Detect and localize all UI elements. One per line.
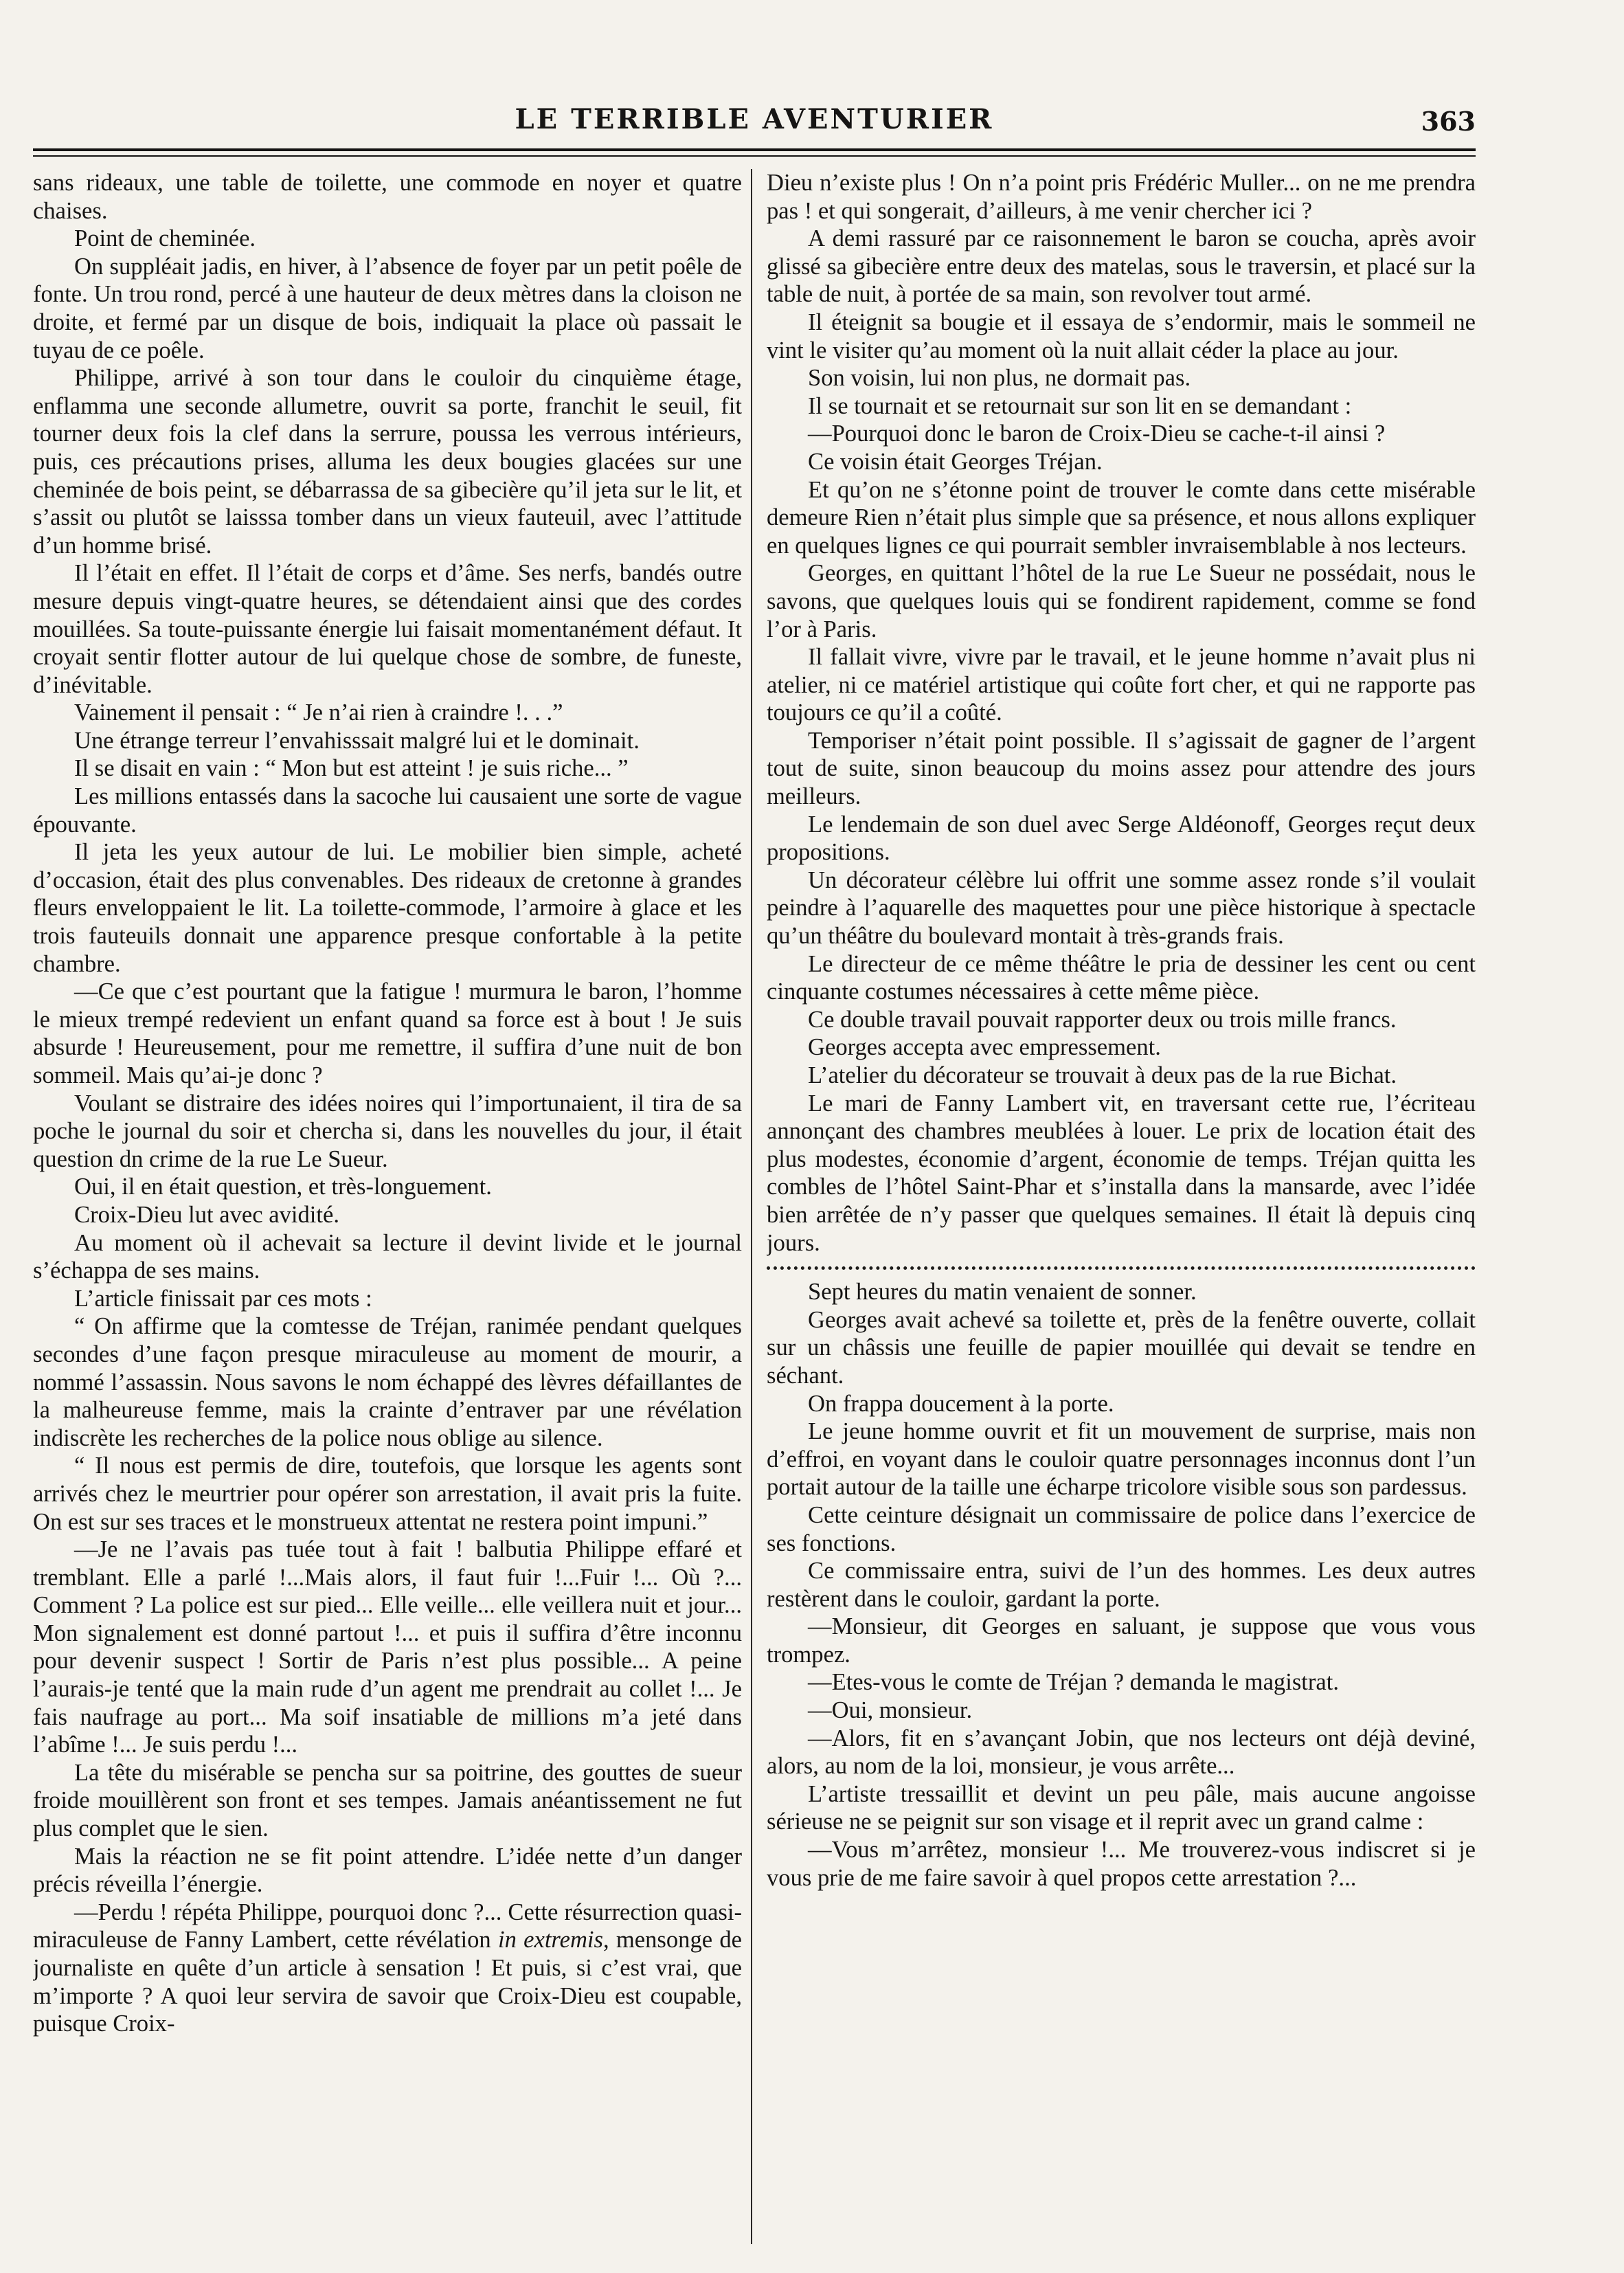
paragraph: Il jeta les yeux autour de lui. Le mobilier bien simple, acheté d’occasion, était des plus convenables. Des rideaux de cretonne à grandes fleurs enveloppaient le lit. La toilette-commode, l’armoire à glace et les trois fauteuils donnait une apparence presque confortable à la petite chambre.	[33, 839, 742, 977]
quoted-paragraph: “ On affirme que la comtesse de Tréjan, ranimée pendant quelques secondes d’une façon presque miraculeuse au moment de mourir, a nommé l’assassin. Nous savons le nom échappé des lèvres défaillantes de la malheureuse femme, mais la crainte d’entraver par une révélation indiscrète les recherches de la police nous oblige au silence.	[33, 1313, 742, 1451]
paragraph: Une étrange terreur l’envahisssait malgré lui et le dominait.	[74, 727, 640, 754]
paragraph-text: , mensonge de journaliste en quête d’un article à sensation ! Et puis, si c’est vrai, que m’importe ? A quoi leur servira de savoir que Croix-Dieu est coupable, puisque Croix-	[33, 1927, 742, 2037]
paragraph: Voulant se distraire des idées noires qui l’importunaient, il tira de sa poche le journal du soir et chercha si, dans les nouvelles du jour, il était question dn crime de la rue Le Sueur.	[33, 1090, 742, 1172]
paragraph: —Ce que c’est pourtant que la fatigue ! murmura le baron, l’homme le mieux trempé redevient un enfant quand sa force est à bout ! Je suis absurde ! Heureusement, pour me remettre, il suffira d’une nuit de bon sommeil. Mais qu’ai-je donc ?	[33, 978, 742, 1088]
paragraph: sans rideaux, une table de toilette, une commode en noyer et quatre chaises.	[33, 170, 742, 224]
paragraph: Le mari de Fanny Lambert vit, en traversant cette rue, l’écriteau annonçant des chambres meublées à louer. Le prix de location était des plus modestes, économie d’argent, économie de temps. Tréjan quitta les combles de l’hôtel Saint-Phar et s’installa dans la mansarde, avec l’idée bien arrêtée de n’y passer que quelques semaines. Il était là depuis cinq jours.	[767, 1090, 1476, 1256]
paragraph: L’artiste tressaillit et devint un peu pâle, mais aucune angoisse sérieuse ne se peignit sur son visage et il reprit avec un grand calme :	[767, 1780, 1476, 1835]
paragraph: Dieu n’existe plus ! On n’a point pris Frédéric Muller... on ne me prendra pas ! et qui songerait, d’ailleurs, à me venir chercher ici ?	[767, 170, 1476, 224]
paragraph: Il se tournait et se retournait sur son lit en se demandant :	[808, 392, 1352, 419]
paragraph: Il se disait en vain : “ Mon but est atteint ! je suis riche... ”	[74, 755, 629, 782]
paragraph	[33, 1899, 742, 2038]
quoted-paragraph: “ Il nous est permis de dire, toutefois, que lorsque les agents sont arrivés chez le meurtrier pour opérer son arrestation, il avait pris la fuite. On est sur ses traces et le monstrueux attentat ne restera point impuni.”	[33, 1453, 742, 1535]
paragraph: —Alors, fit en s’avançant Jobin, que nos lecteurs ont déjà deviné, alors, au nom de la loi, monsieur, je vous arrête...	[767, 1725, 1476, 1780]
paragraph: Il éteignit sa bougie et il essaya de s’endormir, mais le sommeil ne vint le visiter qu’au moment où la nuit allait céder la place au jour.	[767, 309, 1476, 363]
section-separator-dots	[767, 1266, 1476, 1270]
paragraph: Le jeune homme ouvrit et fit un mouvement de surprise, mais non d’effroi, en voyant dans le couloir quatre personnages inconnus dont l’un portait autour de la taille une écharpe tricolore visible sous son pardessus.	[767, 1418, 1476, 1501]
paragraph: Croix-Dieu lut avec avidité.	[74, 1201, 339, 1228]
paragraph: Ce double travail pouvait rapporter deux ou trois mille francs.	[808, 1006, 1397, 1033]
right-column	[767, 169, 1476, 2244]
paragraph: L’atelier du décorateur se trouvait à deux pas de la rue Bichat.	[808, 1062, 1397, 1088]
paragraph: Cette ceinture désignait un commissaire de police dans l’exercice de ses fonctions.	[767, 1501, 1476, 1556]
paragraph: Georges avait achevé sa toilette et, près de la fenêtre ouverte, collait sur un châssis une feuille de papier mouillée qui devait se tendre en séchant.	[767, 1306, 1476, 1389]
paragraph: Le directeur de ce même théâtre le pria de dessiner les cent ou cent cinquante costumes nécessaires à cette même pièce.	[767, 950, 1476, 1005]
left-column	[33, 169, 742, 2244]
paragraph: Un décorateur célèbre lui offrit une somme assez ronde s’il voulait peindre à l’aquarelle des maquettes pour une pièce historique à spectacle qu’un théâtre du boulevard montait à très-grands frais.	[767, 866, 1476, 950]
paragraph: Son voisin, lui non plus, ne dormait pas.	[808, 365, 1191, 392]
page-header	[33, 103, 1476, 151]
paragraph: Il fallait vivre, vivre par le travail, et le jeune homme n’avait plus ni atelier, ni ce matériel artistique qui coûte fort cher, et qui ne rapporte pas toujours ce qu’il a coûté.	[767, 644, 1476, 726]
paragraph-text: —Perdu ! répéta Philippe, pourquoi donc ?... Cette résurrection quasi-miraculeuse de Fanny Lambert, cette révélation	[33, 1899, 742, 1953]
paragraph: Point de cheminée.	[74, 225, 256, 252]
paragraph: —Pourquoi donc le baron de Croix-Dieu se cache-t-il ainsi ?	[808, 421, 1386, 447]
running-title: LE TERRIBLE AVENTURIER	[515, 103, 994, 135]
header-rule-thick	[33, 148, 1476, 151]
paragraph: On suppléait jadis, en hiver, à l’absence de foyer par un petit poêle de fonte. Un trou rond, percé à une hauteur de deux mètres dans la cloison ne droite, et fermé par un disque de bois, indiquait la place où passait le tuyau de ce poêle.	[33, 253, 742, 363]
paragraph: Les millions entassés dans la sacoche lui causaient une sorte de vague épouvante.	[33, 783, 742, 838]
paragraph: Oui, il en était question, et très-longuement.	[74, 1174, 492, 1200]
paragraph: La tête du misérable se pencha sur sa poitrine, des gouttes de sueur froide mouillèrent son front et ses tempes. Jamais anéantissement ne fut plus complet que le sien.	[33, 1759, 742, 1842]
paragraph: Temporiser n’était point possible. Il s’agissait de gagner de l’argent tout de suite, sinon beaucoup du moins assez pour attendre des jours meilleurs.	[767, 727, 1476, 810]
paragraph: L’article finissait par ces mots :	[74, 1285, 372, 1312]
paragraph: Le lendemain de son duel avec Serge Aldéonoff, Georges reçut deux propositions.	[767, 811, 1476, 866]
paragraph: Ce voisin était Georges Tréjan.	[808, 448, 1103, 475]
paragraph: Ce commissaire entra, suivi de l’un des hommes. Les deux autres restèrent dans le couloir, gardant la porte.	[767, 1558, 1476, 1612]
paragraph: —Etes-vous le comte de Tréjan ? demanda le magistrat.	[808, 1669, 1339, 1696]
paragraph: Georges accepta avec empressement.	[808, 1034, 1161, 1061]
paragraph: On frappa doucement à la porte.	[808, 1390, 1114, 1417]
paragraph: Mais la réaction ne se fit point attendre. L’idée nette d’un danger précis réveilla l’énergie.	[33, 1843, 742, 1898]
paragraph: Et qu’on ne s’étonne point de trouver le comte dans cette misérable demeure Rien n’était plus simple que sa présence, et nous allons expliquer en quelques lignes ce qui pourrait sembler invraisemblable à nos lecteurs.	[767, 476, 1476, 559]
paragraph: —Je ne l’avais pas tuée tout à fait ! balbutia Philippe effaré et tremblant. Elle a parlé !...Mais alors, il faut fuir !...Fuir !... Où ?... Comment ? La police est sur pied... Elle veille... elle veillera nuit et jour... Mon signalement est donné partout !... et puis il suffira d’être inconnu pour devenir suspect ! Sortir de Paris n’est plus possible... A peine l’aurais-je tenté que la main rude d’un agent me prendrait au collet !... Je fais naufrage au port... Ma soif insatiable de millions m’a jeté dans l’abîme !... Je suis perdu !...	[33, 1536, 742, 1758]
paragraph: Sept heures du matin venaient de sonner.	[808, 1279, 1197, 1306]
italic-phrase: in extremis	[497, 1927, 603, 1953]
paragraph: A demi rassuré par ce raisonnement le baron se coucha, après avoir glissé sa gibecière entre deux des matelas, sous le traversin, et placé sur la table de nuit, à portée de sa main, son revolver tout armé.	[767, 225, 1476, 308]
page-number: 363	[1421, 106, 1476, 137]
paragraph: Il l’était en effet. Il l’était de corps et d’âme. Ses nerfs, bandés outre mesure depuis vingt-quatre heures, se détendaient ainsi que des cordes mouillées. Sa toute-puissante énergie lui faisait momentanément défaut. It croyait sentir flotter autour de lui quelque chose de sombre, de funeste, d’inévitable.	[33, 560, 742, 698]
paragraph: Vainement il pensait : “ Je n’ai rien à craindre !. . .”	[74, 699, 563, 726]
paragraph: —Monsieur, dit Georges en saluant, je suppose que vous vous trompez.	[767, 1613, 1476, 1668]
paragraph: Au moment où il achevait sa lecture il devint livide et le journal s’échappa de ses mains.	[33, 1229, 742, 1284]
column-divider	[751, 169, 752, 2244]
paragraph: Georges, en quittant l’hôtel de la rue Le Sueur ne possédait, nous le savons, que quelques louis qui se fondirent rapidement, comme se fond l’or à Paris.	[767, 560, 1476, 642]
header-rule-thin	[33, 155, 1476, 157]
paragraph: Philippe, arrivé à son tour dans le couloir du cinquième étage, enflamma une seconde allumetre, ouvrit sa porte, franchit le seuil, fit tourner deux fois la clef dans la serrure, poussa les verrous intérieurs, puis, ces précautions prises, alluma les deux bougies glacées sur une cheminée de bois peint, se débarrassa de sa gibecière qu’il jeta sur le lit, et s’assit ou plutôt se laisssa tomber dans un vieux fauteuil, avec l’attitude d’un homme brisé.	[33, 365, 742, 559]
paragraph: —Oui, monsieur.	[808, 1697, 973, 1724]
paragraph: —Vous m’arrêtez, monsieur !... Me trouverez-vous indiscret si je vous prie de me faire savoir à quel propos cette arrestation ?...	[767, 1837, 1476, 1891]
